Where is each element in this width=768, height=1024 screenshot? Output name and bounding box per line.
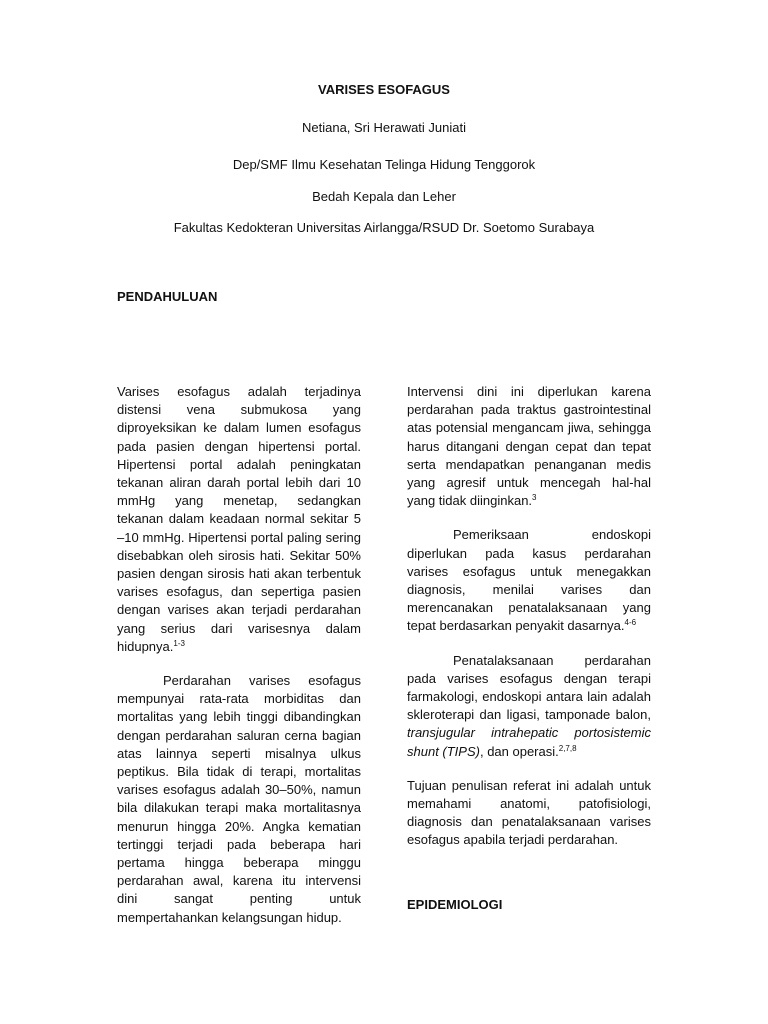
paragraph-text: Varises esofagus adalah terjadinya distensi vena submukosa yang diproyeksikan ke dalam lumen esofagus pada pasien dengan hipertensi portal. Hipertensi portal adalah peningkatan tekanan aliran darah portal lebih dari 10 mmHg yang menetap, sedangkan tekanan dalam keadaan normal sekitar 5 –10 mmHg. Hipertensi portal paling sering disebabkan oleh sirosis hati. Sekitar 50% pasien dengan sirosis hati akan terbentuk varises esofagus, dan sepertiga pasien dengan varises akan terjadi perdarahan yang serius dari varisesnya dalam hidupnya.: [117, 384, 361, 654]
affiliation-institution: Fakultas Kedokteran Universitas Airlangga/RSUD Dr. Soetomo Surabaya: [173, 220, 595, 235]
paragraph-intro-6: [407, 777, 651, 850]
reference-superscript: 2,7,8: [558, 743, 577, 753]
section-heading-epidemiologi: EPIDEMIOLOGI: [407, 897, 503, 912]
paragraph-intro-1: [117, 383, 361, 656]
paper-title: VARISES ESOFAGUS: [318, 82, 450, 97]
paragraph-intro-2: [117, 672, 361, 927]
paragraph-text: , dan operasi.: [479, 743, 559, 759]
right-column: [407, 383, 651, 866]
paragraph-text: Perdarahan varises esofagus mempunyai rata-rata morbiditas dan mortalitas yang lebih tinggi dibandingkan dengan perdarahan saluran cerna bagian atas lainnya seperti misalnya ulkus peptikus. Bila tidak di terapi, mortalitas varises esofagus adalah 30–50%, namun bila dilakukan terapi maka mortalitasnya menurun hingga 20%. Angka kematian tertinggi terjadi pada beberapa hari pertama hingga beberapa minggu perdarahan awal, karena itu intervensi dini sangat penting untuk mempertahankan kelangsungan hidup.: [117, 673, 361, 925]
paper-authors: Netiana, Sri Herawati Juniati: [301, 120, 467, 135]
reference-superscript: 1-3: [173, 638, 185, 648]
paragraph-text: Penatalaksanaan perdarahan pada varises esofagus dengan terapi farmakologi, endoskopi antara lain adalah skleroterapi dan ligasi, tamponade balon,: [407, 652, 651, 723]
paragraph-intro-4: [407, 526, 651, 635]
paragraph-text: Tujuan penulisan referat ini adalah untuk memahami anatomi, patofisiologi, diagnosis dan penatalaksanaan varises esofagus apabila terjadi perdarahan.: [407, 777, 651, 848]
left-column: [117, 383, 361, 943]
paragraph-text: Pemeriksaan endoskopi diperlukan pada kasus perdarahan varises esofagus untuk menegakkan diagnosis, menilai varises dan merencanakan penatalaksanaan yang tepat berdasarkan penyakit dasarnya.: [407, 527, 651, 634]
affiliation-department: Dep/SMF Ilmu Kesehatan Telinga Hidung Tenggorok: [232, 157, 536, 172]
italic-term: transjugular intrahepatic portosistemic shunt (TIPS): [407, 725, 651, 759]
reference-superscript: 4-6: [624, 618, 637, 628]
reference-superscript: 3: [532, 493, 537, 503]
paragraph-intro-3: [407, 383, 651, 510]
paragraph-text: Intervensi dini ini diperlukan karena perdarahan pada traktus gastrointestinal atas potensial mengancam jiwa, sehingga harus ditangani dengan cepat dan tepat serta mendapatkan penanganan medis yang agresif untuk mencegah hal-hal yang tidak diinginkan.: [407, 384, 651, 509]
section-heading-pendahuluan: PENDAHULUAN: [117, 289, 218, 304]
paragraph-intro-5: [407, 652, 651, 761]
affiliation-subdepartment: Bedah Kepala dan Leher: [312, 189, 456, 204]
